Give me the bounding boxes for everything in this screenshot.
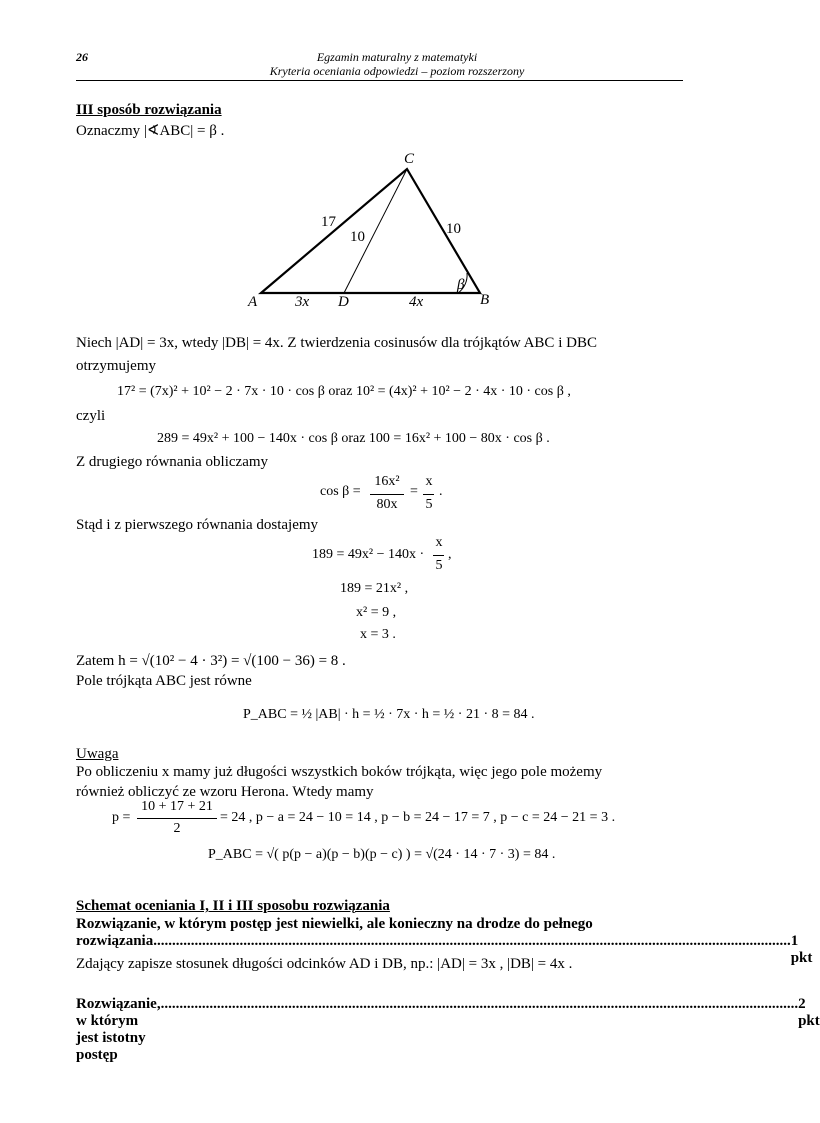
paragraph-3: Stąd i z pierwszego równania dostajemy	[76, 517, 319, 533]
equation-4-num: x	[435, 535, 443, 550]
equation-9-den: 2	[173, 821, 181, 836]
dot-leader: ..........................................................................................................................................................................	[153, 933, 791, 949]
side-ac-label: 17	[321, 214, 336, 230]
equation-3-den2: 5	[425, 497, 433, 512]
dot-leader: ..........................................................................................................................................................................	[160, 996, 799, 1012]
criterion-1-line-2: rozwiązania	[76, 933, 154, 949]
section-title: III sposób rozwiązania	[76, 102, 222, 118]
side-cb-label: 10	[446, 221, 461, 237]
equation-10: P_ABC = √( p(p − a)(p − b)(p − c) ) = √(24 · 14 · 7 · 3) = 84 .	[208, 847, 556, 862]
equation-9-rest: = 24 , p − a = 24 − 10 = 14 , p − b = 24 − 17 = 7 , p − c = 24 − 21 = 3 .	[220, 810, 616, 825]
paragraph-2: Z drugiego równania obliczamy	[76, 454, 269, 470]
vertex-d-label: D	[338, 294, 349, 310]
segment-ad-label: 3x	[295, 294, 310, 310]
header-rule	[76, 80, 683, 81]
schemat-title: Schemat oceniania I, II i III sposobu rozwiązania	[76, 898, 390, 914]
criterion-1-points: 1 pkt	[790, 933, 813, 966]
equation-4-lhs: 189 = 49x² − 140x ·	[312, 547, 425, 562]
equation-7: x = 3 .	[360, 627, 396, 642]
paragraph-1-line-1: Niech |AD| = 3x, wtedy |DB| = 4x. Z twierdzenia cosinusów dla trójkątów ABC i DBC	[76, 335, 597, 351]
equation-3-end: .	[439, 484, 443, 499]
criterion-1-description: Zdający zapisze stosunek długości odcinków AD i DB, np.: |AD| = 3x , |DB| = 4x .	[76, 956, 573, 972]
equation-4-den: 5	[435, 558, 443, 573]
equation-9-num: 10 + 17 + 21	[141, 799, 213, 814]
vertex-c-label: C	[404, 151, 415, 167]
equation-1: 17² = (7x)² + 10² − 2 · 7x · 10 · cos β oraz 10² = (4x)² + 10² − 2 · 4x · 10 · cos β ,	[117, 384, 571, 399]
equation-3-lhs: cos β =	[320, 484, 361, 499]
paragraph-1-line-2: otrzymujemy	[76, 358, 156, 374]
criterion-2-points: 2 pkt	[798, 996, 820, 1029]
page-number: 26	[76, 50, 88, 64]
fraction-bar	[433, 555, 444, 556]
side-cd-label: 10	[350, 229, 365, 245]
paragraph-4: Pole trójkąta ABC jest równe	[76, 673, 252, 689]
fraction-bar	[370, 494, 404, 495]
criterion-1-line-1: Rozwiązanie, w którym postęp jest niewielki, ale konieczny na drodze do pełnego	[76, 916, 593, 932]
equation-2: 289 = 49x² + 100 − 140x · cos β oraz 100 = 16x² + 100 − 80x · cos β .	[157, 431, 550, 446]
fraction-bar	[423, 494, 434, 495]
vertex-b-label: B	[480, 292, 490, 308]
equation-8: P_ABC = ½ |AB| · h = ½ · 7x · h = ½ · 21 · 8 = 84 .	[243, 707, 535, 722]
equation-5: 189 = 21x² ,	[340, 581, 409, 596]
equation-6: x² = 9 ,	[356, 605, 397, 620]
equation-9-lhs: p =	[112, 810, 131, 825]
equation-3-num2: x	[425, 474, 433, 489]
uwaga-line-2: również obliczyć ze wzoru Herona. Wtedy mamy	[76, 784, 374, 800]
equation-3-num1: 16x²	[374, 474, 400, 489]
segment-db-label: 4x	[409, 294, 424, 310]
header-line-1: Egzamin maturalny z matematyki	[316, 50, 478, 64]
czyli-text: czyli	[76, 408, 106, 424]
angle-beta-label: β	[457, 277, 465, 293]
criterion-2-row	[76, 996, 820, 1064]
criterion-2-text: Rozwiązanie, w którym jest istotny postęp	[76, 996, 161, 1063]
intro-text: Oznaczmy |∢ABC| = β .	[76, 123, 225, 139]
uwaga-title: Uwaga	[76, 746, 119, 762]
equation-4-end: ,	[448, 547, 452, 562]
uwaga-line-1: Po obliczeniu x mamy już długości wszystkich boków trójkąta, więc jego pole możemy	[76, 764, 603, 780]
triangle-figure	[240, 148, 510, 314]
zatem-line: Zatem h = √(10² − 4 · 3²) = √(100 − 36) = 8 .	[76, 653, 346, 669]
header-line-2: Kryteria oceniania odpowiedzi – poziom rozszerzony	[269, 64, 525, 78]
fraction-bar	[137, 818, 217, 819]
vertex-a-label: A	[248, 294, 258, 310]
equation-3-den1: 80x	[376, 497, 398, 512]
